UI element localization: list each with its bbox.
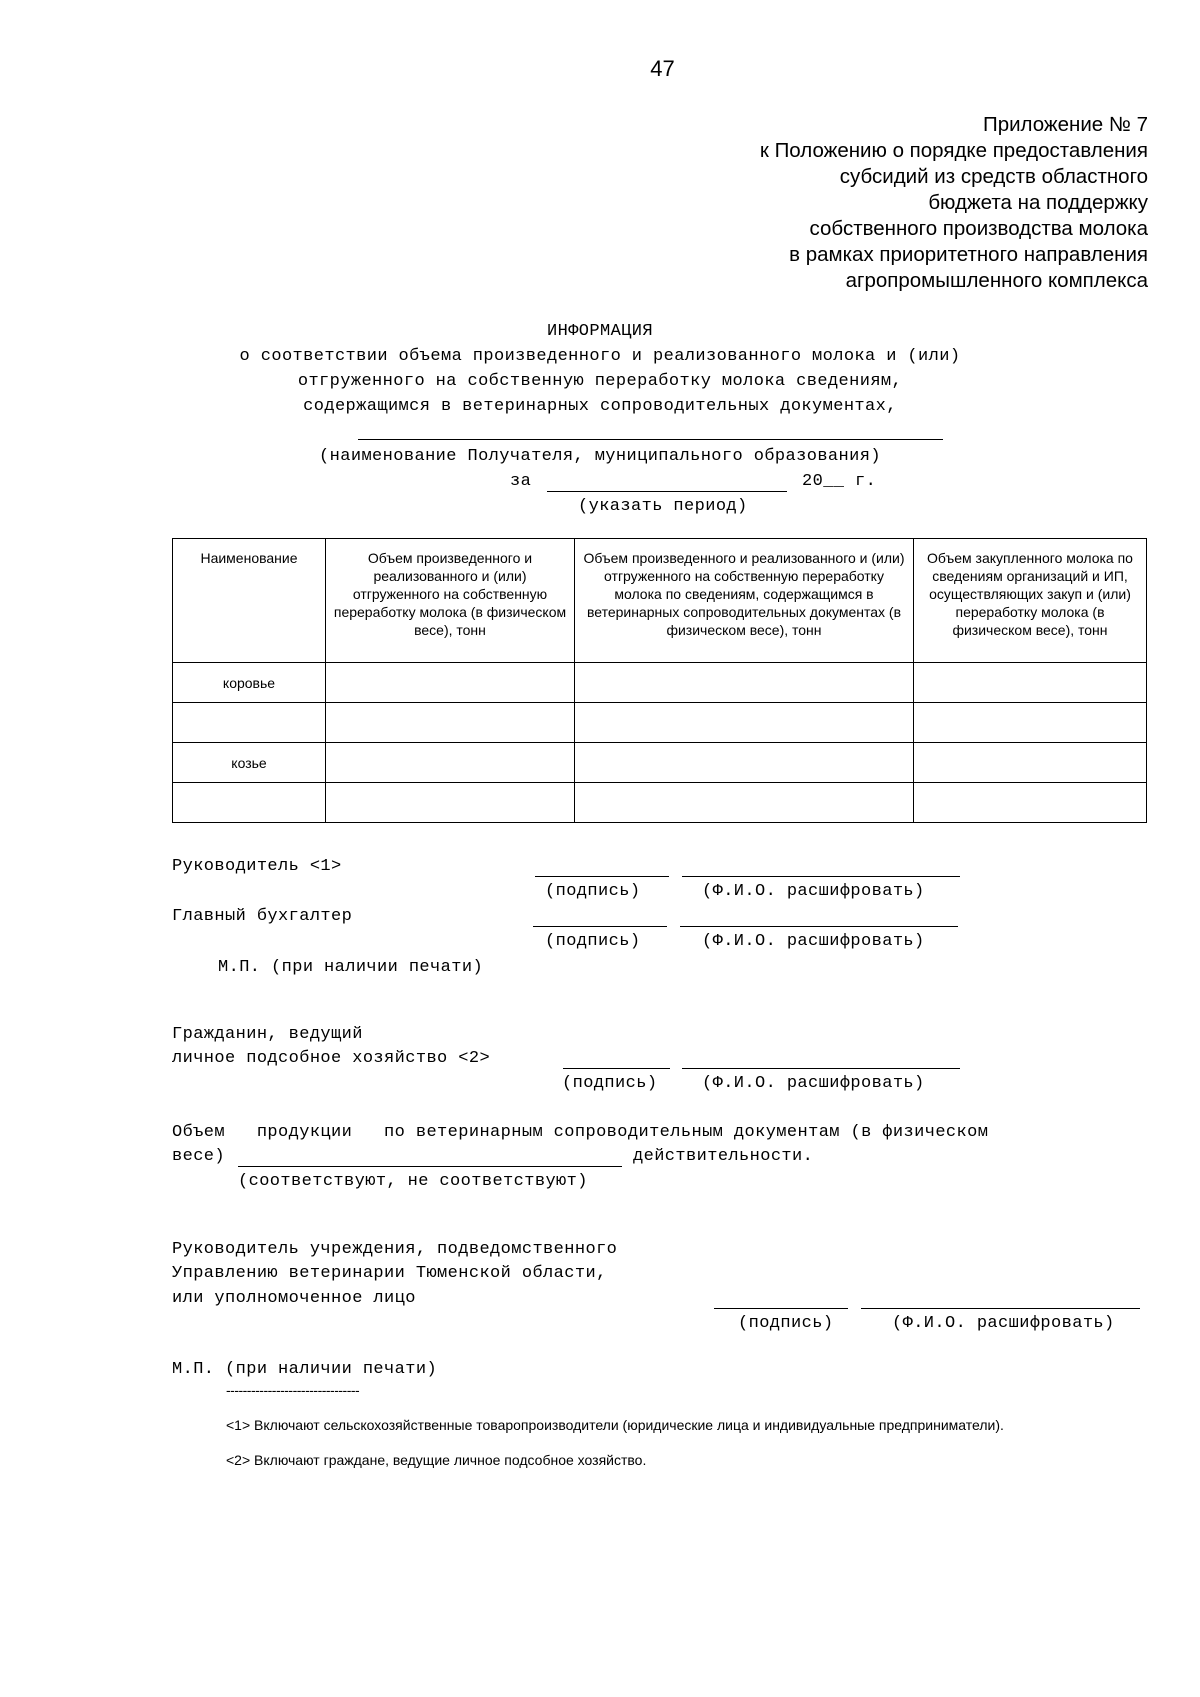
table-row [173, 703, 1147, 743]
header-name: Наименование [173, 539, 326, 663]
table-header-row [173, 539, 1147, 663]
table-cell[interactable] [326, 783, 575, 823]
accountant-label: Главный бухгалтер [172, 907, 353, 926]
citizen-label-line-1: Гражданин, ведущий [172, 1025, 363, 1044]
table-cell [173, 703, 326, 743]
period-caption: (указать период) [578, 497, 748, 516]
institution-stamp-note: М.П. (при наличии печати) [172, 1360, 438, 1379]
appendix-line: к Положению о порядке предоставления [759, 139, 1148, 162]
table-cell[interactable] [914, 743, 1147, 783]
table-cell[interactable] [575, 703, 914, 743]
footnote-1: <1> Включают сельскохозяйственные товаропроизводители (юридические лица и индивидуальные предприниматели). [226, 1417, 1004, 1433]
conformity-caption: (соответствуют, не соответствуют) [238, 1172, 588, 1191]
table-cell[interactable] [326, 663, 575, 703]
citizen-name-line[interactable] [682, 1068, 960, 1069]
institution-name-line[interactable] [861, 1308, 1140, 1309]
table-cell: козье [173, 743, 326, 783]
appendix-block [760, 112, 1148, 294]
head-signature-line[interactable] [535, 876, 669, 877]
appendix-line: субсидий из средств областного [839, 165, 1148, 188]
appendix-line: собственного производства молока [809, 217, 1148, 240]
title-line-2: отгруженного на собственную переработку молока сведениям, [297, 372, 903, 391]
appendix-line: бюджета на поддержку [928, 191, 1148, 214]
table-cell[interactable] [914, 703, 1147, 743]
institution-signature-line[interactable] [714, 1308, 848, 1309]
title-line-3: содержащимся в ветеринарных сопроводительных документах, [303, 397, 897, 416]
head-name-caption: (Ф.И.О. расшифровать) [702, 882, 925, 901]
head-signature-caption: (подпись) [545, 882, 641, 901]
accountant-signature-caption: (подпись) [545, 932, 641, 951]
table-cell[interactable] [326, 703, 575, 743]
table-row [173, 783, 1147, 823]
citizen-signature-line[interactable] [563, 1068, 670, 1069]
table-cell: коровье [173, 663, 326, 703]
milk-volume-table [172, 538, 1147, 823]
period-line [547, 491, 787, 492]
footnote-2: <2> Включают граждане, ведущие личное подсобное хозяйство. [226, 1452, 647, 1468]
accountant-name-caption: (Ф.И.О. расшифровать) [702, 932, 925, 951]
institution-line-3: или уполномоченное лицо [172, 1289, 416, 1308]
appendix-line: в рамках приоритетного направления [789, 243, 1148, 266]
conformity-suffix: действительности. [633, 1147, 814, 1166]
recipient-line [358, 439, 943, 440]
institution-line-2: Управлению ветеринарии Тюменской области, [172, 1264, 607, 1283]
footnote-separator: -------------------------------- [226, 1382, 360, 1398]
conformity-prefix: весе) [172, 1147, 226, 1166]
period-year: 20__ г. [802, 472, 877, 491]
table-row [173, 743, 1147, 783]
table-cell[interactable] [914, 663, 1147, 703]
table-cell[interactable] [575, 743, 914, 783]
head-label: Руководитель <1> [172, 857, 342, 876]
institution-signature-caption: (подпись) [738, 1314, 834, 1333]
page-number: 47 [650, 56, 675, 81]
accountant-signature-line[interactable] [533, 926, 667, 927]
conformity-line-1: Объем продукции по ветеринарным сопроводительным документам (в физическом [172, 1123, 989, 1142]
header-own-volume: Объем произведенного и реализованного и (или) отгруженного на собственную переработку молока (в физическом весе), тонн [326, 539, 575, 663]
table-cell[interactable] [326, 743, 575, 783]
citizen-label-line-2: личное подсобное хозяйство <2> [172, 1049, 491, 1068]
institution-name-caption: (Ф.И.О. расшифровать) [892, 1314, 1115, 1333]
institution-line-1: Руководитель учреждения, подведомственного [172, 1240, 618, 1259]
recipient-caption: (наименование Получателя, муниципального образования) [319, 447, 881, 466]
header-purchased-volume: Объем закупленного молока по сведениям организаций и ИП, осуществляющих закуп и (или) переработку молока (в физическом весе), тонн [914, 539, 1147, 663]
appendix-line: Приложение № 7 [982, 113, 1148, 136]
period-prefix: за [510, 472, 532, 491]
conformity-line[interactable] [238, 1166, 622, 1167]
head-name-line[interactable] [682, 876, 960, 877]
document-heading: ИНФОРМАЦИЯ [546, 322, 654, 341]
appendix-line: агропромышленного комплекса [845, 269, 1148, 292]
table-cell [173, 783, 326, 823]
table-cell[interactable] [575, 783, 914, 823]
stamp-note: М.П. (при наличии печати) [218, 958, 484, 977]
title-line-1: о соответствии объема произведенного и реализованного молока и (или) [239, 347, 961, 366]
header-vet-volume: Объем произведенного и реализованного и (или) отгруженного на собственную переработку молока по сведениям, содержащимся в ветеринарных сопроводительных документах (в физическом весе), тонн [575, 539, 914, 663]
table-row [173, 663, 1147, 703]
table-cell[interactable] [575, 663, 914, 703]
accountant-name-line[interactable] [680, 926, 958, 927]
table-cell[interactable] [914, 783, 1147, 823]
citizen-signature-caption: (подпись) [562, 1074, 658, 1093]
citizen-name-caption: (Ф.И.О. расшифровать) [702, 1074, 925, 1093]
